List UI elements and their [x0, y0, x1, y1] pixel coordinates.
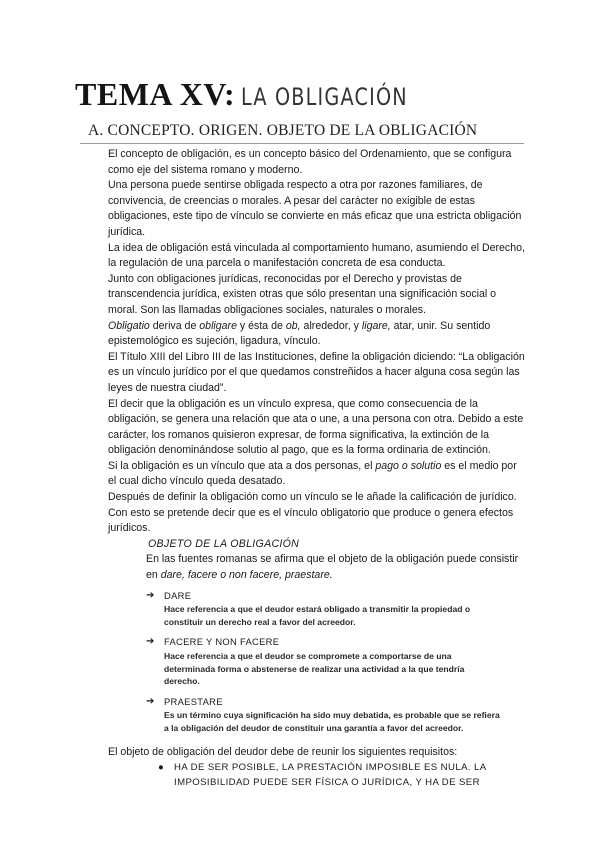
right-arrow-icon: ➔ [146, 695, 155, 707]
paragraph-1: El concepto de obligación, es un concepto básico del Ordenamiento, que se configura como eje del sistema romano y moderno. [108, 148, 512, 176]
objeto-section [146, 537, 526, 584]
paragraph-9: Después de definir la obligación como un vínculo se le añade la calificación de jurídico. Con esto se pretende decir que es el vínculo obligatorio que produce o genera efectos jurídicos. [108, 491, 517, 535]
item-description: Hace referencia a que el deudor se compromete a comportarse de una determinada forma o abstenerse de realizar una actividad a la que tendría derecho. [164, 651, 465, 687]
bullet-dot-icon: ● [158, 762, 165, 774]
item-description: Es un término cuya significación ha sido muy debatida, es probable que se refiera a la obligación del deudor de constituir una garantía a favor del acreedor. [164, 710, 500, 733]
term-ligare: ligare, [361, 319, 391, 332]
term-ob: ob, [285, 319, 301, 332]
term-obligare: obligare [199, 319, 237, 332]
paragraph-8 [108, 459, 526, 490]
right-arrow-icon: ➔ [146, 589, 155, 601]
objeto-heading: OBJETO DE LA OBLIGACIÓN [148, 537, 300, 550]
text-segment: es el medio por el cual dicho vínculo queda desatado. [108, 459, 517, 488]
list-item-dare [146, 588, 526, 629]
item-label: PRAESTARE [164, 695, 223, 707]
item-label: DARE [164, 589, 192, 601]
objeto-intro-terms: dare, facere o non facere, praestare. [160, 569, 333, 582]
list-item-praestare [146, 694, 526, 735]
term-pago-solutio: pago o solutio [375, 459, 442, 472]
item-description: Hace referencia a que el deudor estará obligado a transmitir la propiedad o constituir un derecho real a favor del acreedor. [164, 604, 471, 627]
text-segment: alrededor, y [300, 319, 362, 332]
title-topic-name: LA OBLIGACIÓN [241, 83, 409, 111]
objeto-intro [146, 552, 526, 583]
document-body [108, 147, 526, 790]
requisito-text: HA DE SER POSIBLE, LA PRESTACIÓN IMPOSIBLE ES NULA. LA IMPOSIBILIDAD PUEDE SER FÍSICA O JURÍDICA, Y HA DE SER [174, 762, 487, 789]
text-segment: atar, unir. Su sentido epistemológico es sujeción, ligadura, vínculo. [108, 319, 491, 348]
requisitos-intro: El objeto de obligación del deudor debe de reunir los siguientes requisitos: [108, 745, 458, 758]
page-title [75, 74, 450, 117]
paragraph-5 [108, 319, 526, 350]
paragraph-4: Junto con obligaciones jurídicas, reconocidas por el Derecho y provistas de transcendencia jurídica, existen otras que sólo presentan una significación social o moral. Son las llamadas obligaciones sociales, naturales o morales. [108, 272, 497, 316]
term-obligatio: Obligatio [108, 319, 150, 332]
list-item-requisito [158, 760, 522, 790]
paragraph-3: La idea de obligación está vinculada al comportamiento humano, asumiendo el Derecho, la regulación de una parcela o manifestación concreta de esa conducta. [108, 241, 525, 270]
list-item-facere [146, 634, 526, 687]
title-topic-number: TEMA XV: [75, 76, 236, 112]
right-arrow-icon: ➔ [146, 636, 155, 648]
section-heading: A. CONCEPTO. ORIGEN. OBJETO DE LA OBLIGACIÓN [88, 122, 478, 139]
paragraph-7: El decir que la obligación es un vínculo expresa, que como consecuencia de la obligación, se genera una relación que ata o une, a una persona con otra. Debido a este carácter, los romanos quisieron expresar, de forma significativa, la extinción de la obligación denominándose solutio al pago, que es la forma ordinaria de extinción. [108, 397, 524, 457]
text-segment: Si la obligación es un vínculo que ata a dos personas, el [108, 459, 376, 472]
text-segment: En las fuentes romanas se afirma que el objeto de la obligación puede consistir en [146, 553, 519, 582]
text-segment: deriva de [149, 319, 200, 332]
section-divider [80, 143, 524, 144]
item-label: FACERE Y NON FACERE [164, 636, 280, 648]
text-segment: y ésta de [236, 319, 286, 332]
paragraph-6: El Título XIII del Libro III de las Instituciones, define la obligación diciendo: “La obligación es un vínculo jurídico por el que quedamos constreñidos a hacer alguna cosa según las leyes de nuestra ciudad”. [108, 350, 525, 394]
paragraph-2: Una persona puede sentirse obligada respecto a otra por razones familiares, de convivencia, de creencias o morales. A pesar del carácter no exigible de estas obligaciones, este tipo de vínculo se convierte en más eficaz que una estricta obligación jurídica. [108, 179, 522, 238]
